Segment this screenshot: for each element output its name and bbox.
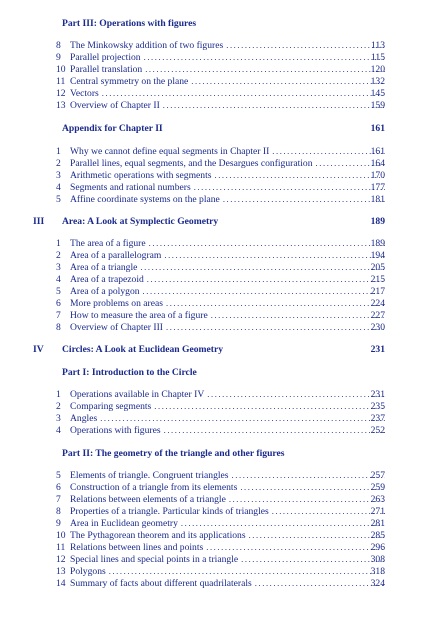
page-number: 235 — [370, 401, 385, 412]
section-number: 5 — [56, 194, 61, 205]
toc-entry[interactable] — [0, 64, 431, 76]
page-number: 237 — [370, 413, 385, 424]
entry-title-line — [70, 182, 385, 193]
chapter-numeral: III — [33, 216, 45, 227]
entry-title: The area of a figure — [70, 238, 146, 249]
leader-dots — [207, 389, 385, 399]
toc-entry[interactable] — [0, 554, 431, 566]
section-number: 2 — [56, 250, 61, 261]
entry-title: Area of a polygon — [70, 286, 140, 297]
section-number: 9 — [56, 518, 61, 529]
entry-title-line — [70, 170, 385, 181]
page-number: 170 — [370, 170, 385, 181]
section-number: 11 — [56, 76, 66, 87]
leader-dots — [140, 262, 385, 272]
leader-dots — [143, 286, 385, 296]
entry-title-line — [70, 389, 385, 400]
leader-dots — [145, 64, 385, 74]
entry-title-line — [70, 158, 385, 169]
toc-entry[interactable] — [0, 310, 431, 322]
leader-dots — [109, 566, 385, 576]
entry-title-line — [70, 494, 385, 505]
toc-entry[interactable] — [0, 542, 431, 554]
section-number: 7 — [56, 494, 61, 505]
entry-title-line — [70, 52, 385, 63]
leader-dots — [214, 170, 385, 180]
entry-title-line — [70, 100, 385, 111]
section-number: 3 — [56, 413, 61, 424]
section-number: 3 — [56, 170, 61, 181]
entry-title-line — [70, 274, 385, 285]
page-number: 231 — [370, 344, 385, 355]
chapter-title: Area: A Look at Symplectic Geometry — [62, 216, 219, 227]
leader-dots — [232, 470, 385, 480]
page-number: 145 — [370, 88, 385, 99]
toc-entry[interactable] — [0, 194, 431, 206]
page-number: 224 — [370, 298, 385, 309]
page-number: 230 — [370, 322, 385, 333]
leader-dots — [100, 413, 385, 423]
leader-dots — [194, 182, 385, 192]
entry-title-line — [70, 566, 385, 577]
entry-title-line — [70, 88, 385, 99]
leader-dots — [102, 88, 385, 98]
leader-dots — [211, 310, 385, 320]
toc-entry[interactable] — [0, 262, 431, 274]
entry-title: Elements of triangle. Congruent triangles — [70, 470, 229, 481]
page-number: 281 — [370, 518, 385, 529]
leader-dots — [206, 542, 385, 552]
page-number: 227 — [370, 310, 385, 321]
entry-title-line — [70, 76, 385, 87]
toc-entry[interactable] — [0, 182, 431, 194]
part-title: Part II: The geometry of the triangle and other figures — [62, 448, 285, 459]
entry-title: The Pythagorean theorem and its applications — [70, 530, 246, 541]
section-number: 1 — [56, 238, 61, 249]
section-number: 9 — [56, 52, 61, 63]
entry-title-line — [70, 238, 385, 249]
page-number: 161 — [370, 123, 385, 134]
toc-entry[interactable] — [0, 494, 431, 506]
entry-title-line — [70, 194, 385, 205]
leader-dots — [241, 554, 385, 564]
section-number: 12 — [56, 554, 66, 565]
leader-dots — [229, 494, 385, 504]
entry-title-line — [70, 530, 385, 541]
leader-dots — [249, 530, 385, 540]
page-number: 271 — [370, 506, 385, 517]
entry-title-line — [70, 578, 385, 589]
leader-dots — [163, 100, 385, 110]
page-number: 285 — [370, 530, 385, 541]
page-number: 161 — [370, 146, 385, 157]
entry-title: Central symmetry on the plane — [70, 76, 189, 87]
leader-dots — [147, 274, 385, 284]
section-number: 3 — [56, 262, 61, 273]
toc-entry[interactable] — [0, 88, 431, 100]
entry-title: Area of a trapezoid — [70, 274, 144, 285]
toc-entry[interactable] — [0, 100, 431, 112]
entry-title: Operations available in Chapter IV — [70, 389, 205, 400]
toc-part-heading[interactable] — [0, 367, 431, 379]
toc-entry[interactable] — [0, 146, 431, 158]
entry-title: How to measure the area of a figure — [70, 310, 208, 321]
section-number: 8 — [56, 322, 61, 333]
leader-dots — [154, 401, 385, 411]
section-number: 10 — [56, 530, 66, 541]
leader-dots — [164, 250, 385, 260]
page-number: 113 — [370, 40, 385, 51]
toc-entry[interactable] — [0, 413, 431, 425]
page-number: 231 — [370, 389, 385, 400]
section-number: 1 — [56, 146, 61, 157]
page-number: 177 — [370, 182, 385, 193]
page-number: 164 — [370, 158, 385, 169]
entry-title-line — [70, 470, 385, 481]
toc-entry[interactable] — [0, 401, 431, 413]
page-number: 115 — [370, 52, 385, 63]
entry-title-line — [70, 413, 385, 424]
section-number: 8 — [56, 506, 61, 517]
page-number: 189 — [370, 216, 385, 227]
leader-dots — [144, 52, 385, 62]
entry-title-line — [70, 482, 385, 493]
toc-entry[interactable] — [0, 578, 431, 590]
page-number: 263 — [370, 494, 385, 505]
section-number: 2 — [56, 158, 61, 169]
entry-title-line — [70, 262, 385, 273]
toc-entry[interactable] — [0, 322, 431, 334]
section-number: 12 — [56, 88, 66, 99]
leader-dots — [226, 40, 385, 50]
toc-entry[interactable] — [0, 566, 431, 578]
entry-title: Relations between lines and points — [70, 542, 204, 553]
section-number: 5 — [56, 470, 61, 481]
section-number: 2 — [56, 401, 61, 412]
section-number: 1 — [56, 389, 61, 400]
entry-title-line — [70, 425, 385, 436]
entry-title: Affine coordinate systems on the plane — [70, 194, 220, 205]
page-number: 318 — [370, 566, 385, 577]
leader-dots — [166, 298, 385, 308]
entry-title: More problems on areas — [70, 298, 163, 309]
toc-entry[interactable] — [0, 274, 431, 286]
leader-dots — [223, 194, 385, 204]
entry-title-line — [70, 298, 385, 309]
entry-title-line — [70, 64, 385, 75]
leader-dots — [272, 506, 385, 516]
entry-title: Parallel projection — [70, 52, 141, 63]
entry-title: Special lines and special points in a triangle — [70, 554, 239, 565]
toc-entry[interactable] — [0, 389, 431, 401]
entry-title-line — [70, 286, 385, 297]
toc-entry[interactable] — [0, 250, 431, 262]
entry-title-line — [70, 506, 385, 517]
entry-title-line — [70, 322, 385, 333]
toc-part-heading[interactable] — [0, 18, 431, 30]
entry-title: Vectors — [70, 88, 99, 99]
entry-title: Summary of facts about different quadrilaterals — [70, 578, 252, 589]
leader-dots — [164, 425, 385, 435]
page-number: 308 — [370, 554, 385, 565]
toc-chapter[interactable] — [0, 344, 431, 356]
toc-entry[interactable] — [0, 425, 431, 437]
chapter-title: Circles: A Look at Euclidean Geometry — [62, 344, 224, 355]
entry-title-line — [70, 401, 385, 412]
toc-entry[interactable] — [0, 238, 431, 250]
section-number: 4 — [56, 425, 61, 436]
entry-title-line — [70, 310, 385, 321]
toc-entry[interactable] — [0, 40, 431, 52]
entry-title: Relations between elements of a triangle — [70, 494, 226, 505]
toc-chapter[interactable] — [0, 216, 431, 228]
part-title: Part III: Operations with figures — [62, 18, 197, 29]
entry-title: Area in Euclidean geometry — [70, 518, 178, 529]
entry-title: Comparing segments — [70, 401, 152, 412]
entry-title: Area of a triangle — [70, 262, 138, 273]
entry-title: Overview of Chapter III — [70, 322, 163, 333]
part-title: Appendix for Chapter II — [62, 123, 163, 134]
toc-entry[interactable] — [0, 52, 431, 64]
entry-title: Overview of Chapter II — [70, 100, 160, 111]
leader-dots — [255, 578, 385, 588]
section-number: 6 — [56, 482, 61, 493]
toc-entry[interactable] — [0, 470, 431, 482]
entry-title: Why we cannot define equal segments in Chapter II — [70, 146, 270, 157]
entry-title: Properties of a triangle. Particular kinds of triangles — [70, 506, 269, 517]
section-number: 13 — [56, 566, 66, 577]
leader-dots — [181, 518, 385, 528]
page-number: 205 — [370, 262, 385, 273]
entry-title: Polygons — [70, 566, 106, 577]
page-number: 181 — [370, 194, 385, 205]
page-number: 259 — [370, 482, 385, 493]
toc-entry[interactable] — [0, 530, 431, 542]
page-number: 215 — [370, 274, 385, 285]
section-number: 4 — [56, 182, 61, 193]
leader-dots — [240, 482, 385, 492]
entry-title: The Minkowsky addition of two figures — [70, 40, 224, 51]
entry-title: Angles — [70, 413, 98, 424]
toc-entry[interactable] — [0, 506, 431, 518]
toc-part-heading[interactable] — [0, 123, 431, 135]
page-number: 217 — [370, 286, 385, 297]
section-number: 13 — [56, 100, 66, 111]
entry-title: Operations with figures — [70, 425, 161, 436]
toc-entry[interactable] — [0, 518, 431, 530]
page-number: 159 — [370, 100, 385, 111]
page-number: 257 — [370, 470, 385, 481]
leader-dots — [149, 238, 385, 248]
section-number: 8 — [56, 40, 61, 51]
page-number: 120 — [370, 64, 385, 75]
entry-title: Construction of a triangle from its elements — [70, 482, 238, 493]
page-number: 189 — [370, 238, 385, 249]
leader-dots — [166, 322, 385, 332]
page-number: 194 — [370, 250, 385, 261]
section-number: 6 — [56, 298, 61, 309]
toc-entry[interactable] — [0, 298, 431, 310]
toc-part-heading[interactable] — [0, 448, 431, 460]
toc-entry[interactable] — [0, 76, 431, 88]
entry-title-line — [70, 518, 385, 529]
entry-title-line — [70, 40, 385, 51]
entry-title: Arithmetic operations with segments — [70, 170, 212, 181]
section-number: 10 — [56, 64, 66, 75]
toc-entry[interactable] — [0, 170, 431, 182]
entry-title: Segments and rational numbers — [70, 182, 191, 193]
entry-title-line — [70, 250, 385, 261]
chapter-numeral: IV — [33, 344, 44, 355]
section-number: 14 — [56, 578, 66, 589]
leader-dots — [191, 76, 385, 86]
page-number: 252 — [370, 425, 385, 436]
section-number: 7 — [56, 310, 61, 321]
part-title: Part I: Introduction to the Circle — [62, 367, 197, 378]
page-number: 324 — [370, 578, 385, 589]
entry-title: Parallel translation — [70, 64, 143, 75]
page-number: 296 — [370, 542, 385, 553]
section-number: 5 — [56, 286, 61, 297]
entry-title-line — [70, 146, 385, 157]
entry-title-line — [70, 554, 385, 565]
toc-entry[interactable] — [0, 482, 431, 494]
entry-title: Area of a parallelogram — [70, 250, 162, 261]
entry-title-line — [70, 542, 385, 553]
entry-title: Parallel lines, equal segments, and the Desargues configuration — [70, 158, 313, 169]
toc-entry[interactable] — [0, 286, 431, 298]
section-number: 4 — [56, 274, 61, 285]
section-number: 11 — [56, 542, 66, 553]
toc-entry[interactable] — [0, 158, 431, 170]
page-number: 132 — [370, 76, 385, 87]
